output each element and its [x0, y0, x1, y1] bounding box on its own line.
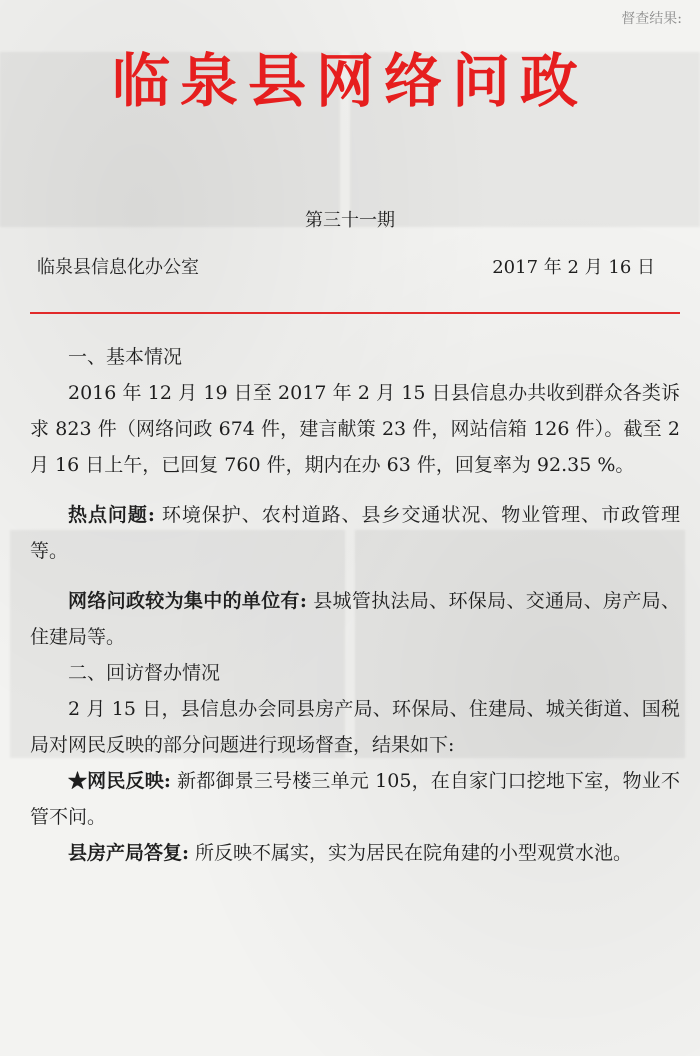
red-divider	[30, 312, 680, 314]
hot-issues-text: 环境保护、农村道路、县乡交通状况、物业管理、市政管理等。	[30, 504, 680, 562]
housing-bureau-reply-text: 所反映不属实，实为居民在院角建的小型观赏水池。	[189, 842, 633, 864]
housing-bureau-reply-paragraph	[30, 835, 680, 871]
issue-number: 第三十一期	[305, 210, 395, 231]
section-heading-basic: 一、基本情况	[68, 346, 183, 368]
netizen-feedback-paragraph	[30, 763, 680, 835]
article-body	[30, 339, 680, 871]
hot-issues-paragraph	[30, 497, 680, 569]
concentrated-units-paragraph	[30, 583, 680, 655]
hot-issues-label: 热点问题:	[68, 504, 155, 526]
masthead-title: 临泉县网络问政	[111, 47, 588, 115]
netizen-feedback-text: 新都御景三号楼三单元 105，在自家门口挖地下室，物业不管不问。	[30, 770, 680, 828]
issuing-office: 临泉县信息化办公室	[37, 257, 199, 278]
housing-bureau-reply-label: 县房产局答复:	[68, 842, 190, 864]
concentrated-units-text: 县城管执法局、环保局、交通局、房产局、住建局等。	[30, 590, 681, 648]
netizen-feedback-label: ★网民反映:	[68, 770, 171, 792]
followup-paragraph: 2 月 15 日，县信息办会同县房产局、环保局、住建局、城关街道、国税局对网民反映的部分问题进行现场督查，结果如下:	[30, 698, 680, 756]
stamp-text: 督查结果:	[621, 11, 682, 27]
issue-date: 2017 年 2 月 16 日	[492, 257, 655, 278]
section-heading-followup: 二、回访督办情况	[68, 662, 221, 684]
concentrated-units-label: 网络问政较为集中的单位有:	[68, 590, 307, 612]
basic-statistics-paragraph: 2016 年 12 月 19 日至 2017 年 2 月 15 日县信息办共收到群众各类诉求 823 件（网络问政 674 件，建言献策 23 件，网站信箱 126 件）。截至 2 月 16 日上午，已回复 760 件，期内在办 63 件，回复率为 92.35 %。	[30, 382, 680, 476]
